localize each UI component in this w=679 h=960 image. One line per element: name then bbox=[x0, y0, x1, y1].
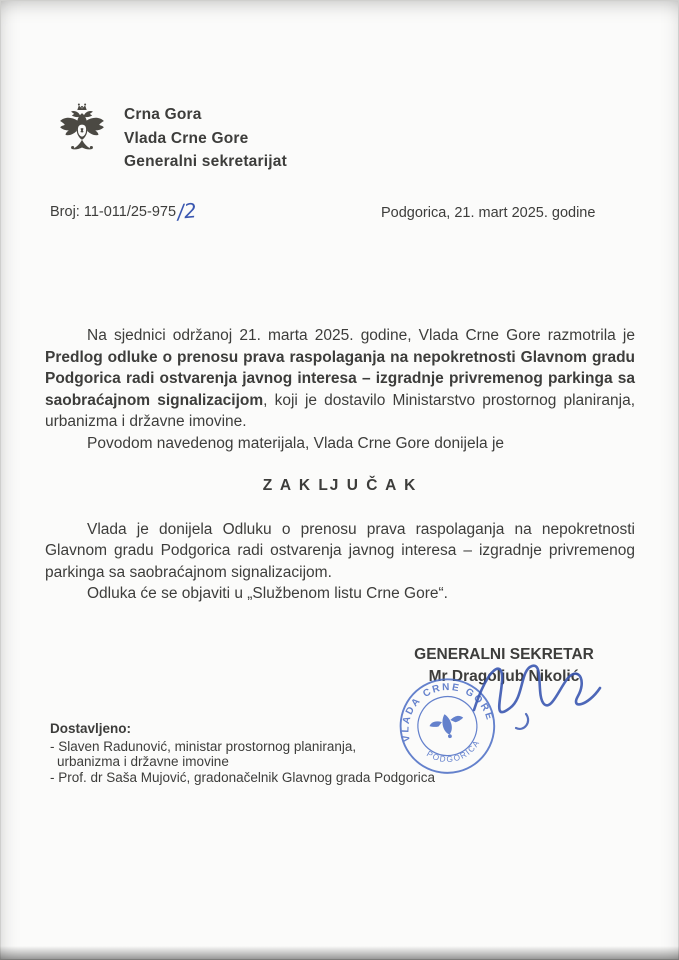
reference-number-text: Broj: 11-011/25-975 bbox=[50, 204, 177, 220]
paragraph-intro-text-2: , koji je dostavilo Ministarstvo prostornog planiranja, urbanizma i državne imovine. bbox=[45, 391, 635, 430]
coat-of-arms-eagle-icon bbox=[57, 101, 107, 169]
conclusion-heading: Z A K LJ U Č A K bbox=[262, 477, 418, 494]
distribution-item-continuation: urbanizma i državne imovine bbox=[57, 754, 229, 769]
reference-number bbox=[50, 197, 198, 224]
stamp-bottom-text: PODGORICA bbox=[424, 738, 482, 765]
paragraph-intro bbox=[45, 325, 635, 433]
document-header bbox=[57, 101, 287, 174]
signatory-name: Mr Dragoljub Nikolić bbox=[428, 668, 580, 685]
proposal-title-bold: Predlog odluke o prenosu prava raspolaganja na nepokretnosti Glavnom gradu Podgorica radi ostvarenja javnog interesa – izgradnje privremenog parkinga sa saobraćajnom signalizacijom bbox=[45, 348, 635, 409]
stamp-top-text: VLADA CRNE GORE bbox=[400, 681, 496, 743]
org-line-government: Vlada Crne Gore bbox=[124, 129, 249, 147]
distribution-list bbox=[50, 721, 435, 785]
handwritten-signature bbox=[466, 648, 616, 743]
scan-bottom-shadow bbox=[0, 946, 679, 960]
document-body bbox=[45, 325, 635, 605]
place-date: Podgorica, 21. mart 2025. godine bbox=[381, 205, 596, 221]
distribution-label: Dostavljeno: bbox=[50, 721, 132, 736]
org-line-secretariat: Generalni sekretarijat bbox=[124, 153, 287, 170]
montenegro-coat-of-arms-icon bbox=[57, 101, 107, 169]
org-title-block bbox=[124, 101, 287, 174]
org-line-country: Crna Gora bbox=[124, 106, 202, 123]
handwritten-number-suffix: /2 bbox=[176, 198, 198, 224]
signature-ink-icon bbox=[466, 648, 616, 738]
paragraph-publication: Odluka će se objaviti u „Službenom listu Crne Gore“. bbox=[87, 585, 448, 602]
paragraph-intro-text-1: Na sjednici održanoj 21. marta 2025. godine, Vlada Crne Gore razmotrila je bbox=[87, 327, 635, 344]
distribution-item: - Prof. dr Saša Mujović, gradonačelnik Glavnog grada Podgorica bbox=[50, 769, 435, 785]
distribution-item: - Slaven Radunović, ministar prostornog planiranja, bbox=[50, 738, 357, 754]
paragraph-decision: Vlada je donijela Odluku o prenosu prava raspolaganja na nepokretnosti Glavnom gradu Podgorica radi ostvarenja javnog interesa – izgradnje privremenog parkinga sa saobraćajnom signalizacijom. bbox=[45, 520, 635, 581]
paragraph-povodom: Povodom navedenog materijala, Vlada Crne Gore donijela je bbox=[87, 434, 505, 452]
signatory-title: GENERALNI SEKRETAR bbox=[414, 646, 594, 663]
